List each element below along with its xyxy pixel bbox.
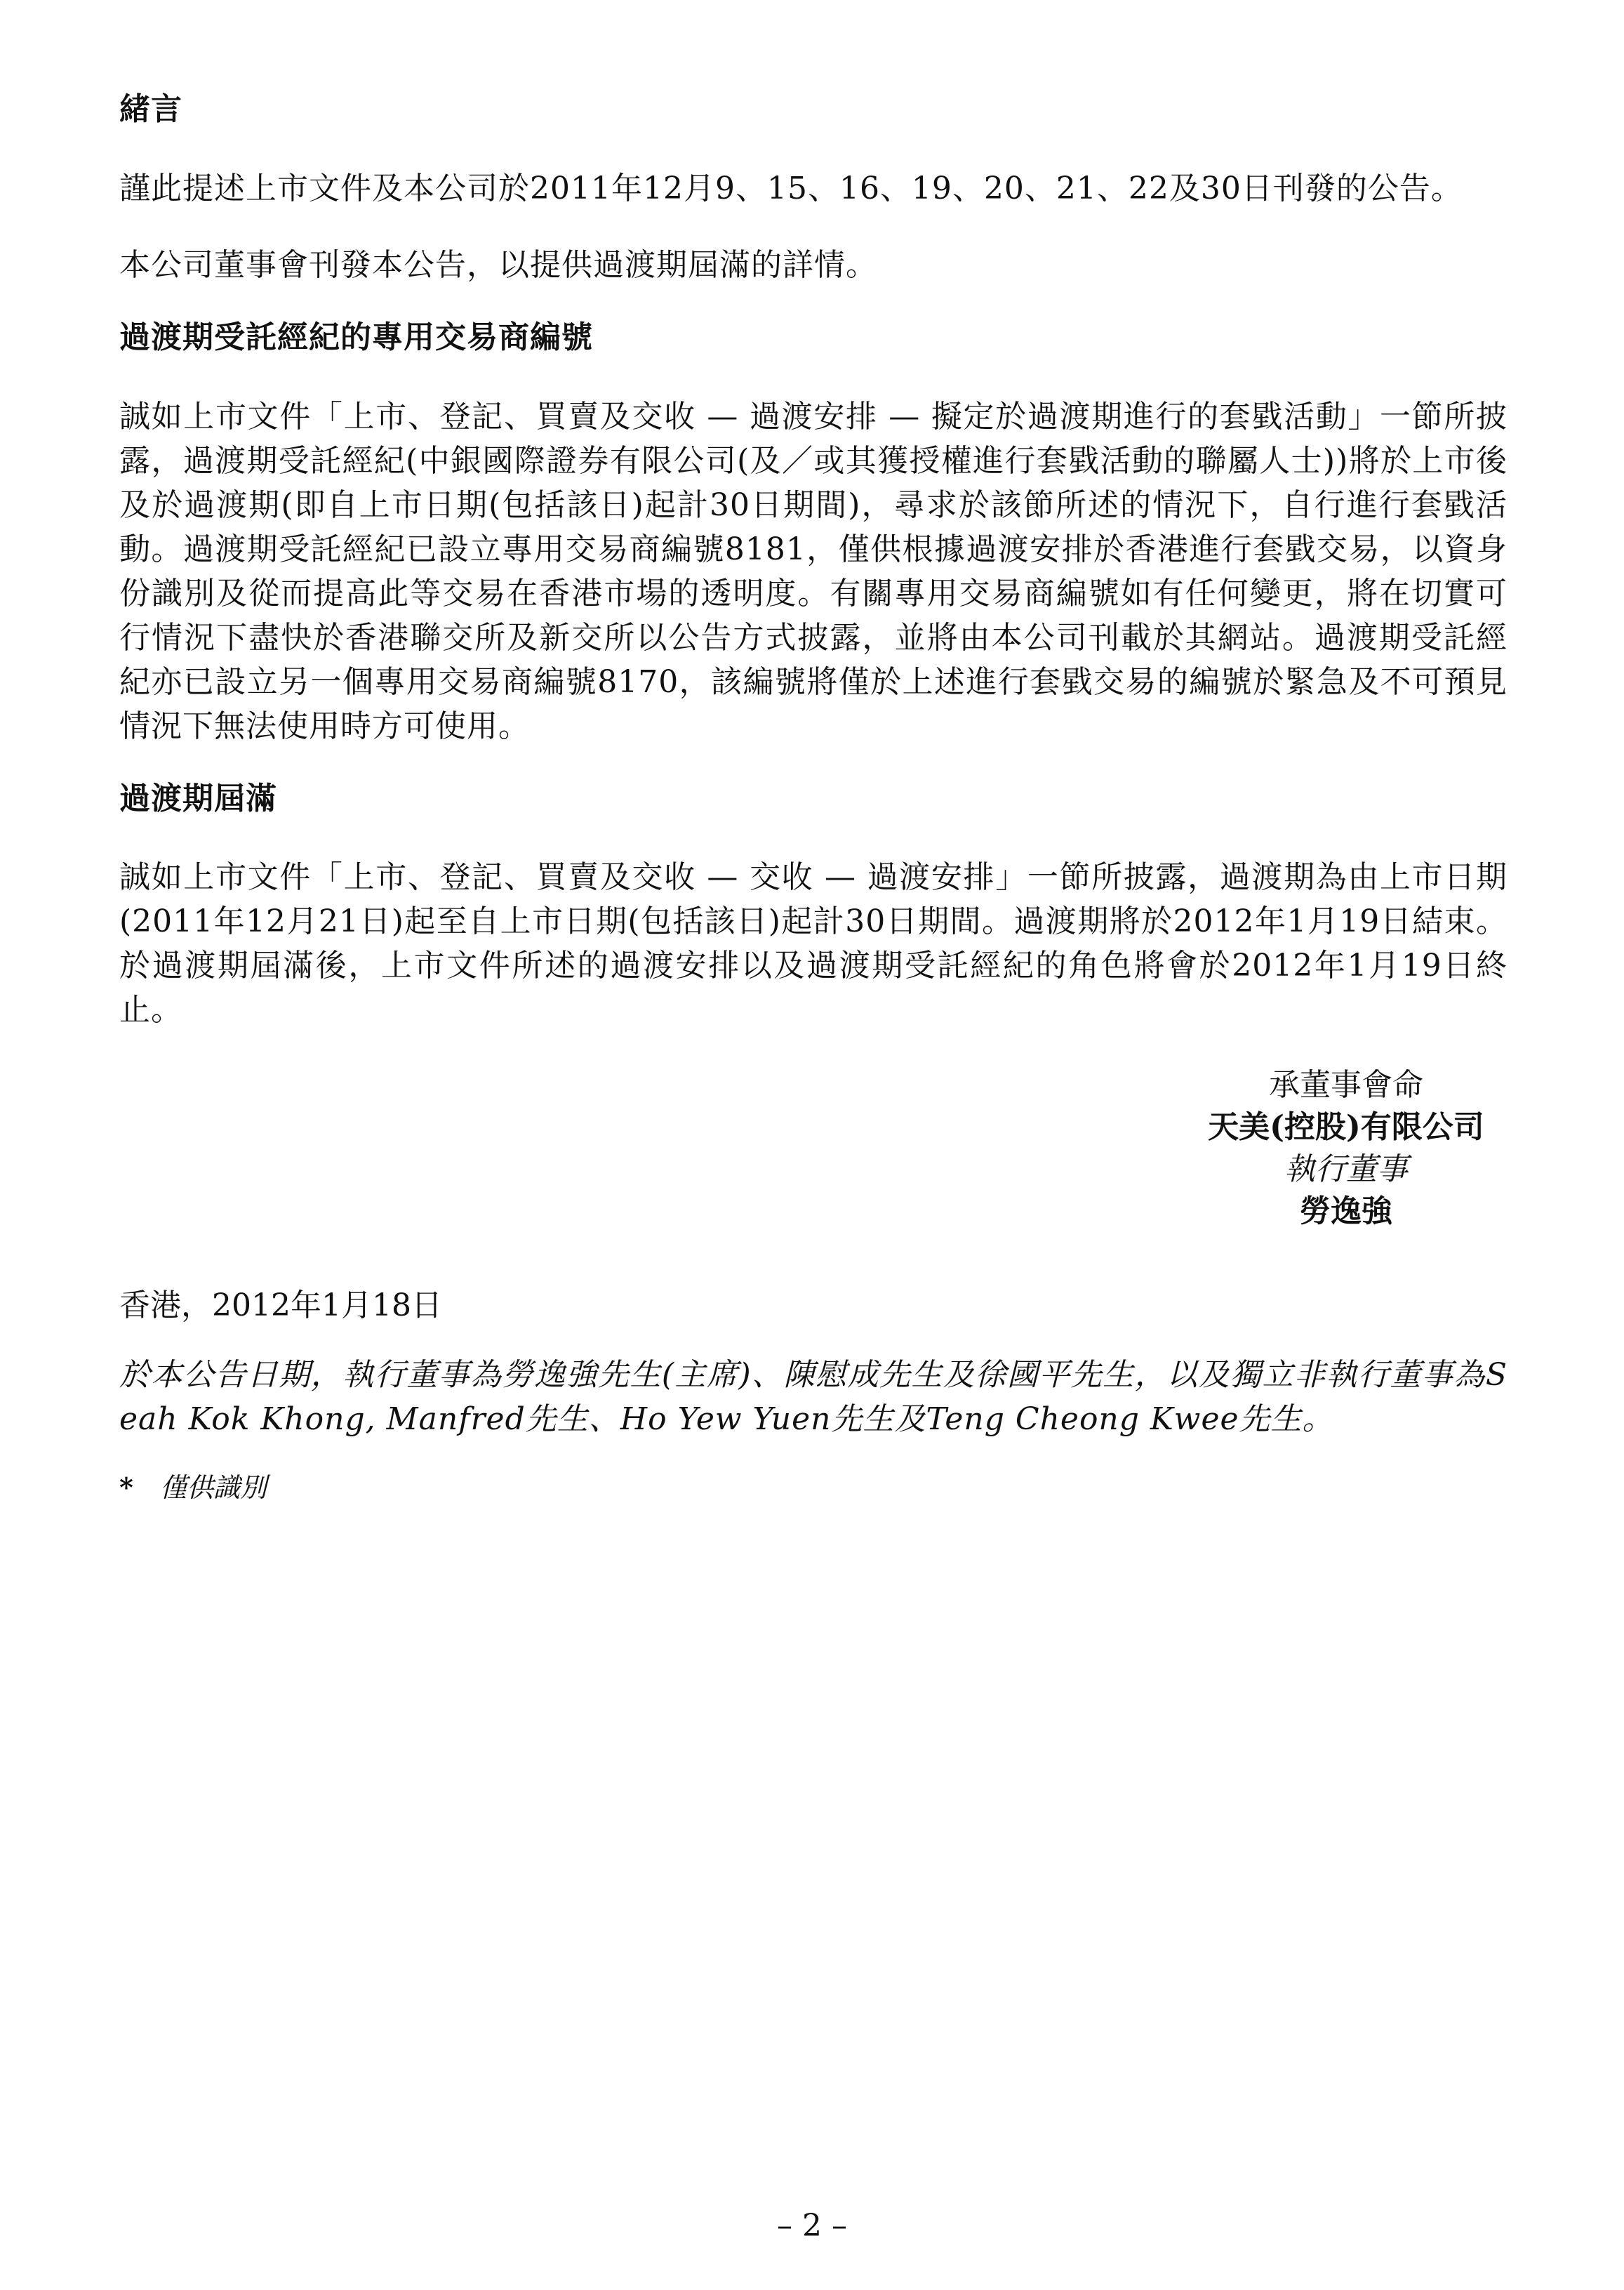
signature-name: 勞逸強 bbox=[1300, 1193, 1392, 1230]
document-body bbox=[119, 91, 1507, 1506]
signature-block bbox=[119, 1064, 1507, 1233]
section-heading-intro: 緒言 bbox=[119, 91, 182, 127]
section-heading-expiry: 過渡期屆滿 bbox=[119, 780, 277, 816]
directors-note: 於本公告日期，執行董事為勞逸強先生(主席)、陳慰成先生及徐國平先生，以及獨立非執行董事為Seah Kok Khong, Manfred先生、Ho Yew Yuen先生及Teng Cheong Kwee先生。 bbox=[119, 1357, 1507, 1438]
intro-paragraph-2: 本公司董事會刊發本公告，以提供過渡期屆滿的詳情。 bbox=[119, 246, 877, 283]
page-number: – 2 – bbox=[777, 2208, 847, 2244]
footnote-text: 僅供識別 bbox=[160, 1472, 267, 1504]
section-heading-dealer-id: 過渡期受託經紀的專用交易商編號 bbox=[119, 319, 593, 355]
signature-company: 天美(控股)有限公司 bbox=[1208, 1109, 1484, 1146]
expiry-paragraph: 誠如上市文件「上市、登記、買賣及交收 — 交收 — 過渡安排」一節所披露，過渡期為由上市日期(2011年12月21日)起至自上市日期(包括該日)起計30日期間。過渡期將於2012年1月19日結束。於過渡期屆滿後，上市文件所述的過渡安排以及過渡期受託經紀的角色將會於2012年1月19日終止。 bbox=[119, 859, 1507, 1028]
footnote-marker: * bbox=[119, 1471, 133, 1504]
signature-title: 執行董事 bbox=[1284, 1151, 1408, 1188]
signature-order-line: 承董事會命 bbox=[1269, 1067, 1423, 1104]
dealer-id-paragraph: 誠如上市文件「上市、登記、買賣及交收 — 過渡安排 — 擬定於過渡期進行的套戥活動」一節所披露，過渡期受託經紀(中銀國際證券有限公司(及／或其獲授權進行套戥活動的聯屬人士))將於上市後及於過渡期(即自上市日期(包括該日)起計30日期間)，尋求於該節所述的情況下，自行進行套戥活動。過渡期受託經紀已設立專用交易商編號8181，僅供根據過渡安排於香港進行套戥交易，以資身份識別及從而提高此等交易在香港市場的透明度。有關專用交易商編號如有任何變更，將在切實可行情況下盡快於香港聯交所及新交所以公告方式披露，並將由本公司刊載於其網站。過渡期受託經紀亦已設立另一個專用交易商編號8170，該編號將僅於上述進行套戥交易的編號於緊急及不可預見情況下無法使用時方可使用。 bbox=[119, 398, 1507, 744]
place-date: 香港，2012年1月18日 bbox=[119, 1288, 442, 1324]
footnote bbox=[119, 1469, 1507, 1506]
intro-paragraph-1: 謹此提述上市文件及本公司於2011年12月9、15、16、19、20、21、22及30日刊發的公告。 bbox=[119, 170, 1463, 206]
